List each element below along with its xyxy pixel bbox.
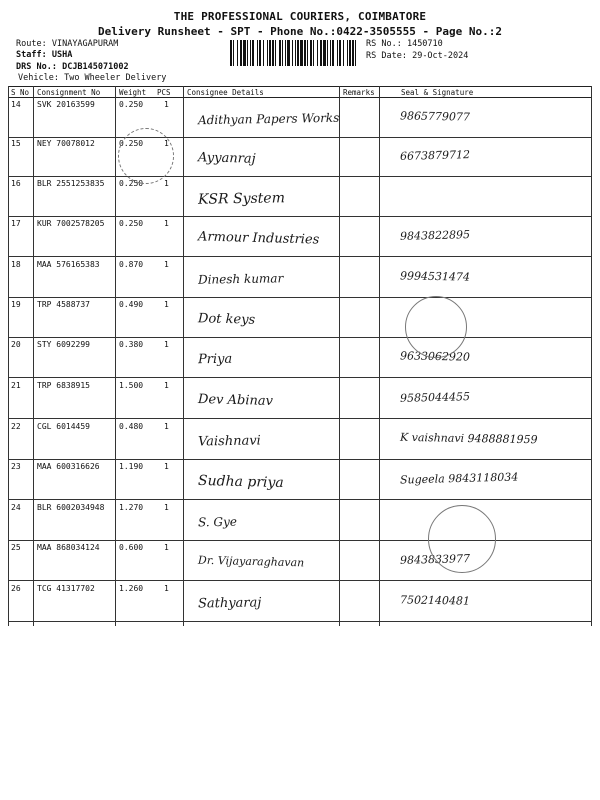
row-consignee-handwritten: Priya — [197, 351, 233, 368]
row-consignee-handwritten: KSR System — [197, 190, 286, 208]
row-consignment: BLR 2551253835 — [37, 179, 105, 188]
table-row — [8, 420, 592, 460]
staff-value: USHA — [51, 50, 73, 60]
row-consignee-handwritten: Adithyan Papers Works — [197, 110, 340, 128]
sankara-seal — [428, 505, 496, 573]
row-consignee-handwritten: Dr. Vijayaraghavan — [197, 553, 305, 570]
barcode — [230, 40, 358, 66]
col-consignee: Consignee Details — [187, 88, 264, 97]
table-row — [8, 501, 592, 541]
col-signature: Seal & Signature — [401, 88, 474, 97]
row-pcs: 1 — [164, 139, 169, 148]
row-signature: 9994531474 — [399, 269, 471, 284]
row-weight: 0.250 — [119, 219, 144, 228]
row-consignment: TRP 4588737 — [37, 300, 90, 309]
courier-stamp — [118, 128, 174, 184]
col-remarks: Remarks — [343, 88, 375, 97]
row-sno: 14 — [11, 100, 21, 109]
row-consignment: BLR 6002034948 — [37, 503, 105, 512]
row-weight: 0.870 — [119, 260, 144, 269]
row-pcs: 1 — [164, 179, 169, 188]
row-consignment: MAA 576165383 — [37, 260, 100, 269]
row-weight: 0.490 — [119, 300, 144, 309]
row-pcs: 1 — [164, 462, 169, 471]
row-signature: 7502140481 — [399, 593, 471, 608]
row-sno: 19 — [11, 300, 21, 309]
row-consignee-handwritten: Vaishnavi — [197, 433, 261, 450]
row-pcs: 1 — [164, 100, 169, 109]
row-weight: 1.270 — [119, 503, 144, 512]
table-row — [8, 541, 592, 581]
row-signature: 9633062920 — [399, 349, 471, 364]
row-consignment: MAA 868034124 — [37, 543, 100, 552]
row-signature: 9865779077 — [399, 109, 471, 124]
runsheet-title: Delivery Runsheet - SPT - Phone No.:0422-3505555 - Page No.:2 — [98, 25, 502, 38]
drs-label: DRS No.: — [16, 62, 57, 72]
col-sno: S No — [11, 88, 30, 97]
row-consignee-handwritten: Ayyanraj — [197, 150, 256, 167]
route-label: Route: — [16, 39, 47, 49]
col-divider — [115, 86, 116, 626]
row-consignee-handwritten: Dev Abinav — [197, 392, 274, 409]
table-row — [8, 582, 592, 622]
row-pcs: 1 — [164, 543, 169, 552]
table-row — [8, 258, 592, 298]
row-consignment: SVK 20163599 — [37, 100, 95, 109]
drs-line — [16, 62, 129, 72]
row-consignee-handwritten: Armour Industries — [197, 229, 320, 248]
row-pcs: 1 — [164, 300, 169, 309]
row-pcs: 1 — [164, 381, 169, 390]
row-pcs: 1 — [164, 219, 169, 228]
row-pcs: 1 — [164, 584, 169, 593]
col-consignment: Consignment No — [37, 88, 101, 97]
row-consignment: STY 6092299 — [37, 340, 90, 349]
col-divider — [33, 86, 34, 626]
table-row — [8, 177, 592, 217]
row-sno: 24 — [11, 503, 21, 512]
row-consignment: KUR 7002578205 — [37, 219, 105, 228]
col-weight: Weight — [119, 88, 147, 97]
vehicle-value: Two Wheeler Delivery — [64, 73, 167, 83]
staff-line — [16, 50, 72, 60]
row-sno: 16 — [11, 179, 21, 188]
row-signature: 6673879712 — [399, 148, 471, 163]
row-consignee-handwritten: Dot keys — [197, 311, 256, 328]
row-weight: 0.250 — [119, 100, 144, 109]
dotkeys-seal — [405, 296, 467, 358]
row-consignee-handwritten: Sathyaraj — [197, 595, 262, 612]
row-signature: Sugeela 9843118034 — [399, 470, 519, 487]
row-signature: 9585044455 — [399, 390, 471, 405]
col-pcs: PCS — [157, 88, 171, 97]
vehicle-line — [18, 73, 166, 83]
route-line — [16, 39, 118, 49]
row-pcs: 1 — [164, 422, 169, 431]
row-consignment: TCG 41317702 — [37, 584, 95, 593]
drs-value: DCJB145071002 — [62, 62, 129, 72]
rs-date-line — [366, 51, 468, 61]
row-consignment: MAA 600316626 — [37, 462, 100, 471]
table-border-right — [591, 86, 592, 626]
rs-no-line — [366, 39, 443, 49]
table-row — [8, 338, 592, 378]
row-sno: 21 — [11, 381, 21, 390]
col-divider — [183, 86, 184, 626]
rs-no-value: 1450710 — [406, 39, 443, 49]
row-weight: 0.480 — [119, 422, 144, 431]
row-sno: 20 — [11, 340, 21, 349]
row-weight: 1.260 — [119, 584, 144, 593]
row-sno: 25 — [11, 543, 21, 552]
row-weight: 0.250 — [119, 179, 144, 188]
row-consignment: NEY 70078012 — [37, 139, 95, 148]
route-value: VINAYAGAPURAM — [51, 39, 119, 49]
table-row — [8, 137, 592, 177]
row-weight: 1.500 — [119, 381, 144, 390]
table-row — [8, 460, 592, 500]
row-signature: K vaishnavi 9488881959 — [399, 430, 538, 447]
row-sno: 26 — [11, 584, 21, 593]
table-header — [8, 86, 592, 98]
rs-date-value: 29-Oct-2024 — [412, 51, 469, 61]
row-weight: 0.380 — [119, 340, 144, 349]
row-weight: 1.190 — [119, 462, 144, 471]
row-consignee-handwritten: Dinesh kumar — [197, 271, 284, 287]
col-divider — [339, 86, 340, 626]
row-weight: 0.600 — [119, 543, 144, 552]
row-consignee-handwritten: Sudha priya — [197, 472, 284, 492]
row-pcs: 1 — [164, 260, 169, 269]
row-sno: 18 — [11, 260, 21, 269]
row-consignment: CGL 6014459 — [37, 422, 90, 431]
staff-label: Staff: — [16, 50, 47, 60]
company-title: THE PROFESSIONAL COURIERS, COIMBATORE — [173, 10, 427, 23]
row-sno: 22 — [11, 422, 21, 431]
row-signature: 9843822895 — [399, 228, 471, 243]
row-pcs: 1 — [164, 503, 169, 512]
table-row — [8, 98, 592, 138]
rs-no-label: RS No.: — [366, 39, 402, 49]
vehicle-label: Vehicle: — [18, 73, 59, 83]
row-pcs: 1 — [164, 340, 169, 349]
table-row — [8, 379, 592, 419]
table-row — [8, 217, 592, 257]
row-sno: 23 — [11, 462, 21, 471]
col-divider — [379, 86, 380, 626]
row-sno: 15 — [11, 139, 21, 148]
row-consignee-handwritten: S. Gye — [197, 514, 238, 530]
row-sno: 17 — [11, 219, 21, 228]
rs-date-label: RS Date: — [366, 51, 407, 61]
row-weight: 0.250 — [119, 139, 144, 148]
table-border-left — [8, 86, 9, 626]
row-consignment: TRP 6838915 — [37, 381, 90, 390]
table-row — [8, 298, 592, 338]
row-signature: 9843833977 — [399, 552, 471, 567]
